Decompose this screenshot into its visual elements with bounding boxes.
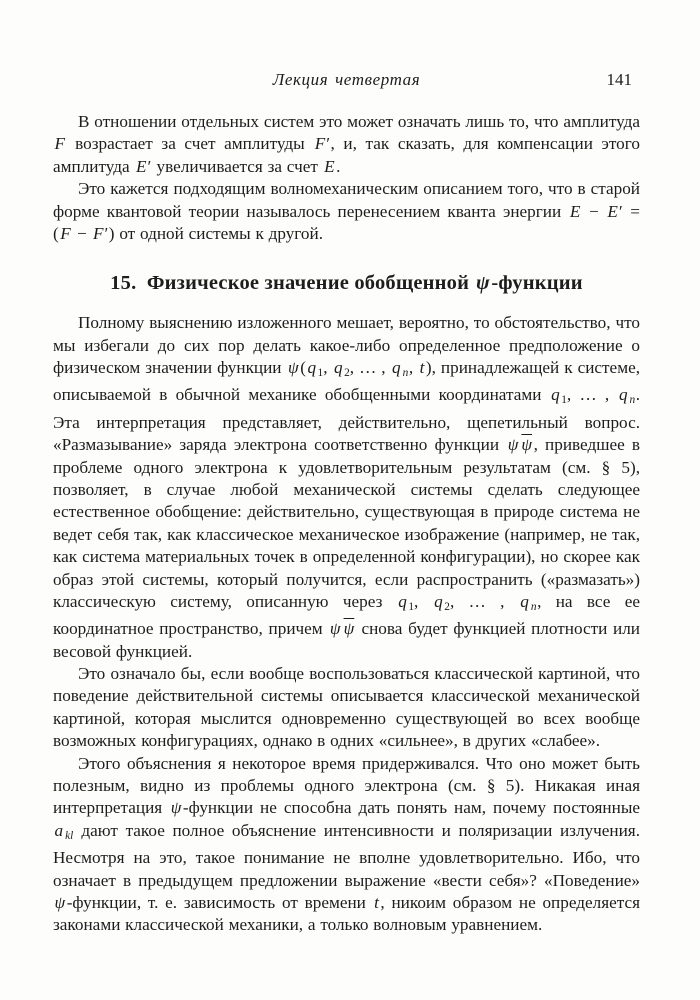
paragraph-amplitudes: В отношении отдельных систем это может означать лишь то, что амплитуда F возрастает за счет амплитуды F′, и, так сказать, для компенсации этого амплитуда E′ увеличивается за счет E. [53, 112, 640, 176]
section-heading: 15. Физическое значение обобщенной ψ-функции [110, 272, 583, 295]
paragraph-classical-picture: Это означало бы, если вообще воспользоваться классической картиной, что поведение действительной системы описывается классической механической картиной, которая мыслится одновременно существующей во всех вообще возможных конфигурациях, однако в одних «сильнее», в других «слабее». [53, 664, 640, 751]
page-number: 141 [606, 70, 632, 89]
paragraph-explanation-doubts: Этого объяснения я некоторое время придерживался. Что оно может быть полезным, видно из проблемы одного электрона (см. § 5). Никакая иная интерпретация ψ-функции не способна дать понять нам, почему постоянные a $_{kl}$ дают такое полное объяснение интенсивности и поляризации излучения. Несмотря на это, такое понимание не вполне удовлетворительно. Ибо, что означает в предыдущем предложении выражение «вести себя»? «Поведение» ψ-функции, т. е. зависимость от времени t, никоим образом не определяется законами классической механики, а только волновым уравнением. [53, 753, 640, 935]
paragraph-quantum-transfer: Это кажется подходящим волномеханическим описанием того, что в старой форме квантовой теории называлось перенесением кванта энергии E − E′ = (F − F′) от одной системы к другой. [53, 179, 640, 244]
paragraph-psi-interpretation: Полному выяснению изложенного мешает, вероятно, то обстоятельство, что мы избегали до сих пор делать какое-либо определенное предположение о физическом значении функции ψ(q $_1$, q $_2$, … , q $_n$, t), принадлежащей к системе, описываемой в обычной механике обобщенными координатами q $_1$, … , q $_n$. Эта интерпретация представляет, действительно, щепетильный вопрос. «Размазывание» заряда электрона соответственно функции ψ $\overline{\psi}$, приведшее в проблеме одного электрона к удовлетворительным результатам (см. § 5), позволяет, в случае любой механической системы сделать следующее естественное обобщение: действительно, существующая в природе система не ведет себя так, как классическое механическое изображение (например, не так, как система материальных точек в определенной конфигурации), но скорее как образ этой системы, который получится, если распространить («размазать») классическую систему, описанную через q $_1$, q $_2$, … , q $_n$, на все ее координатное пространство, причем ψ $\overline{\psi}$ снова будет функцией плотности или весовой функцией. [53, 313, 641, 661]
running-title: Лекция четвертая [272, 70, 421, 89]
running-head [53, 70, 640, 90]
